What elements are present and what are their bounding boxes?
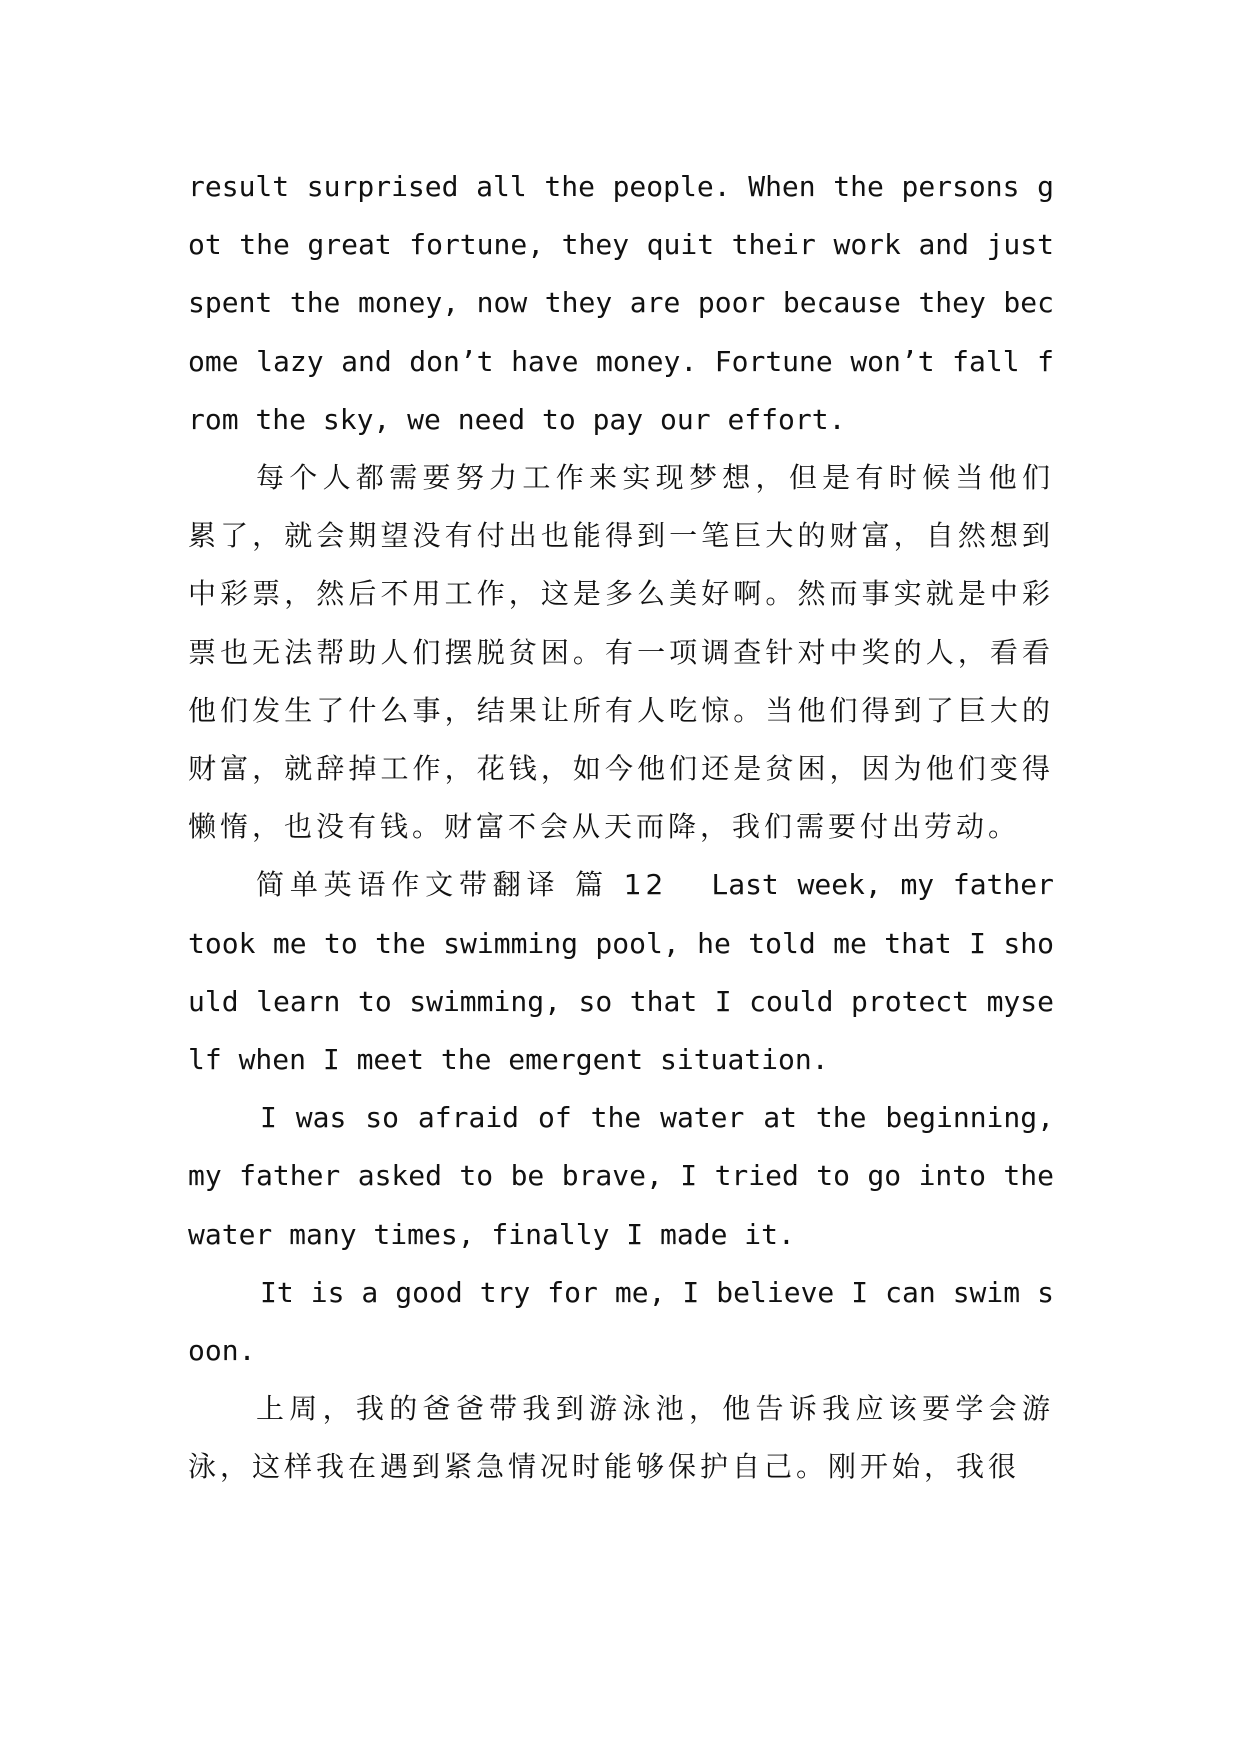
document-body bbox=[188, 158, 1054, 1497]
paragraph-english-lottery: result surprised all the people. When the persons got the great fortune, they quit their work and just spent the money, now they are poor because they become lazy and don’t have money. Fortune won’t fall from the sky, we need to pay our effort. bbox=[188, 170, 1054, 436]
paragraph-english-good-try: It is a good try for me, I believe I can swim soon. bbox=[188, 1275, 1054, 1368]
section-heading: 简单英语作文带翻译 篇 12 bbox=[256, 868, 668, 902]
paragraph-english-afraid: I was so afraid of the water at the beginning, my father asked to be brave, I tried to go into the water many times, finally I made it. bbox=[188, 1101, 1054, 1251]
paragraph-section-12 bbox=[188, 856, 1054, 1089]
paragraph-chinese-lottery: 每个人都需要努力工作来实现梦想，但是有时候当他们累了，就会期望没有付出也能得到一笔巨大的财富，自然想到中彩票，然后不用工作，这是多么美好啊。然而事实就是中彩票也无法帮助人们摆脱贫困。有一项调查针对中奖的人，看看他们发生了什么事，结果让所有人吃惊。当他们得到了巨大的财富，就辞掉工作，花钱，如今他们还是贫困，因为他们变得懒惰，也没有钱。财富不会从天而降，我们需要付出劳动。 bbox=[188, 461, 1054, 844]
paragraph-english-swimming-intro: Last week, my father took me to the swimming pool, he told me that I should learn to swimming, so that I could protect myself when I meet the emergent situation. bbox=[188, 868, 1054, 1077]
paragraph-chinese-swimming: 上周，我的爸爸带我到游泳池，他告诉我应该要学会游泳，这样我在遇到紧急情况时能够保护自己。刚开始，我很 bbox=[188, 1392, 1054, 1484]
